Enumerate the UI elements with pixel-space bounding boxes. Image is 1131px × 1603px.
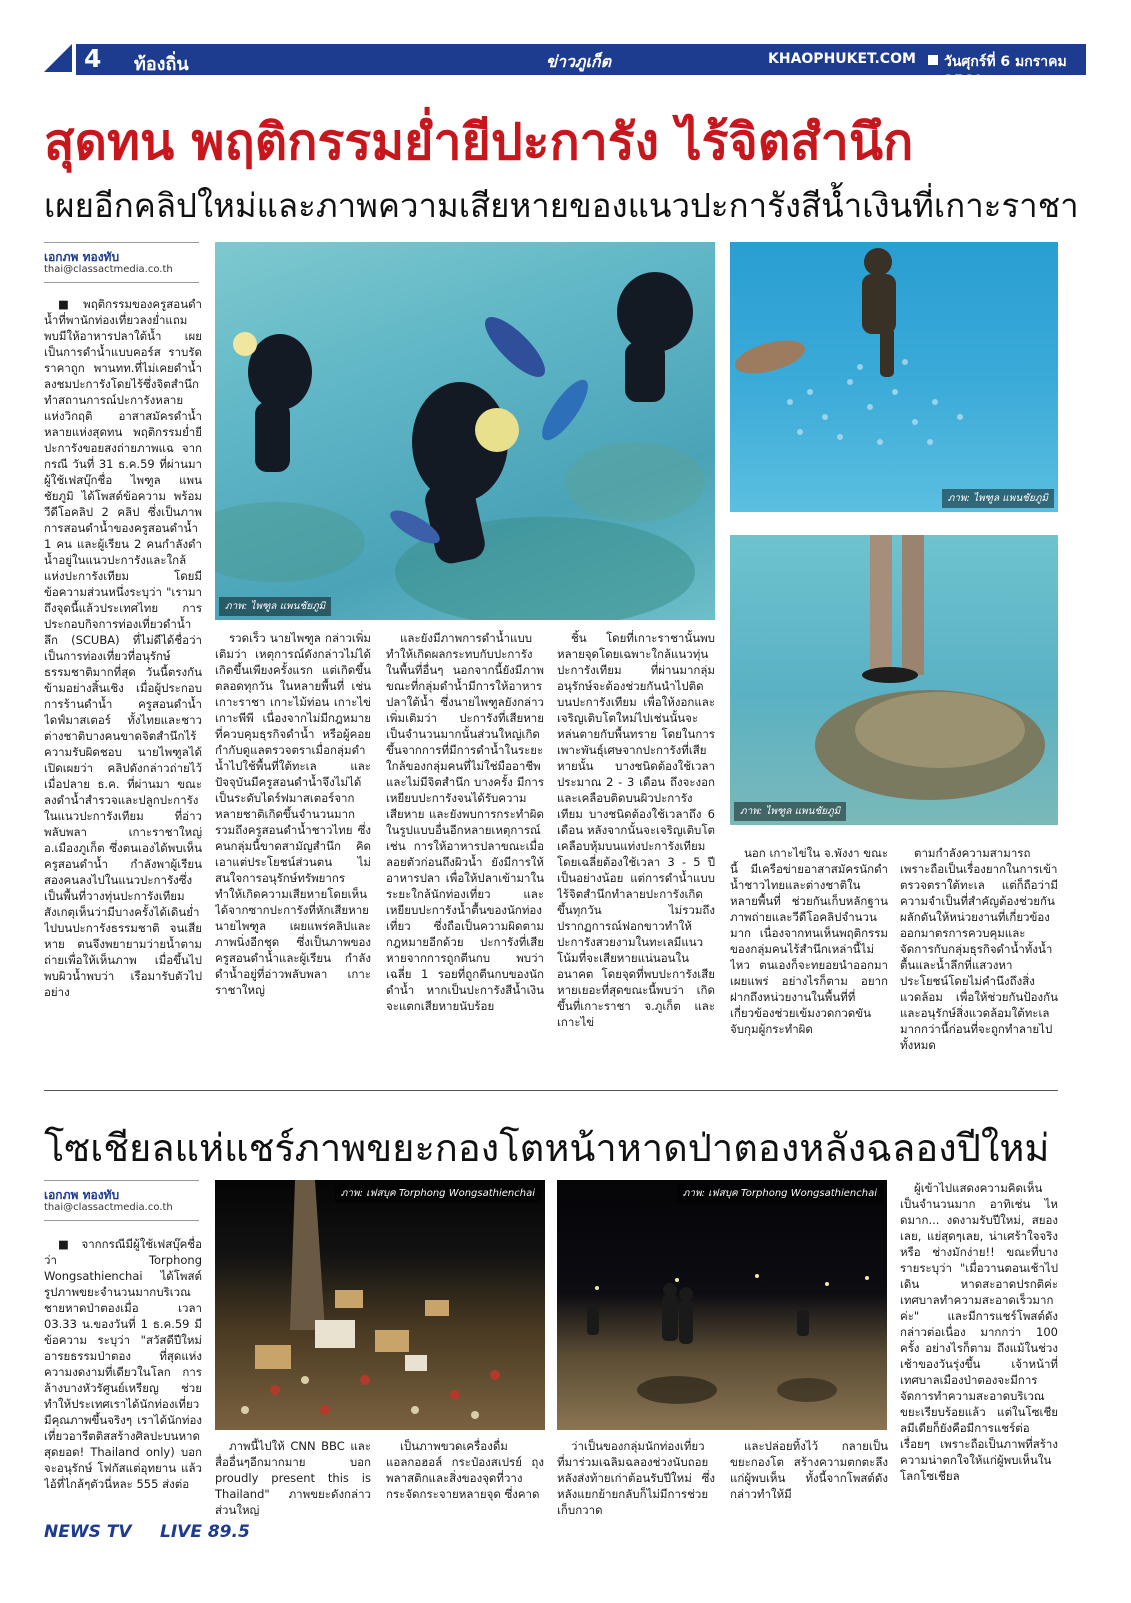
story1-photo-coral-damage (730, 535, 1058, 825)
page-number: 4 (84, 44, 102, 73)
section-title: ท้องถิ่น (134, 54, 189, 75)
story2-photo-beach-trash (215, 1180, 545, 1430)
story2-byline: เอกภพ ทองทับ (44, 1188, 120, 1202)
night-beach-illustration (557, 1180, 887, 1430)
story2-email: thai@classactmedia.co.th (44, 1202, 173, 1213)
story2-column-1: ■ จากกรณีมีผู้ใช้เฟสบุ๊คชื่อว่า Torphong Wongsathienchai ได้โพสต์รูปภาพขยะจำนวนมากบริเวณชายหาดป่าตองเมื่อ เวลา 03.33 น.ของวันที่ 1 ธ.ค.59 มีข้อความ ระบุว่า "สวัสดีปีใหม่ อารยธรรมป่าตอง ที่สุดแห่งความงดงามที่เดียวในโลก การล้างบางหัวรัศูนย์เหรียญ ช่วยทำให้ประเทศเราได้นักท่องเที่ยวมีคุณภาพขึ้นจริงๆ เราได้นักท่องเที่ยวอารีตติสสร้างศิลปะบนหาด สุดยอด! Thailand only) บอกจะอนุรักษ์ โฟกัสแต่อุทยาน แล้วไอ้ที่ไกล้ๆตัวนี่หละ 555 ส่งต่อ (44, 1237, 202, 1491)
photo-credit: ภาพ: เฟสบุค Torphong Wongsathienchai (677, 1184, 883, 1203)
story2-column-2: ภาพนี้ไปให้ CNN BBC และสื่ออื่นๆอีกมากมาย บอก proudly present this is Thailand" ภาพขยะดังกล่าว ส่วนใหญ่ (215, 1439, 371, 1516)
story2-headline: โซเชียลแห่แชร์ภาพขยะกองโตหน้าหาดป่าตองหลังฉลองปีใหม่ (44, 1126, 1050, 1170)
site-url: KHAOPHUKET.COM (768, 51, 916, 67)
story1-email: thai@classactmedia.co.th (44, 264, 173, 275)
snorkelers-illustration (730, 242, 1058, 512)
story2-column-4: ว่าเป็นของกลุ่มนักท่องเที่ยวที่มาร่วมเฉลิมฉลองช่วงนับถอยหลังส่งท้ายเก่าต้อนรับปีใหม่ ซึ่งหลังแยกย้ายกลับก็ไม่มีการช่วยเก็บกวาด (557, 1439, 715, 1516)
issue-date: วันศุกร์ที่ 6 มกราคม 2560 (944, 54, 1067, 89)
story1-column-3: และยังมีภาพการดำน้ำแบบทำให้เกิดผลกระทบกับปะการังในพื้นที่อื่นๆ นอกจากนี้ยังมีภาพขณะที่กลุ่มดำน้ำมีการให้อาหารปลาใต้น้ำ ซึ่งนายไพฑูลยังกล่าวเพิ่มเติมว่า ปะการังที่เสียหายเป็นจำนวนมากนั้นส่วนใหญ่เกิดขึ้นจากการที่มีการดำน้ำในระยะใกล้ของกลุ่มคนที่ไม่ใช่มืออาชีพ และไม่มีจิตสำนึก บางครั้ง มีการเหยียบปะการังจนได้รับความเสียหาย และยังพบการกระทำผิดในรูปแบบอื่นอีกหลายเหตุการณ์เช่น การให้อาหารปลาขณะเมื่อลอยตัวก่อนถึงผิวน้ำ ยังมีการให้อาหารปลา เพื่อให้ปลาเข้ามาในระยะใกล้นักท่องเที่ยว และเหยียบปะการังน้ำตื้นของนักท่องเที่ยว ซึ่งถือเป็นความผิดตามกฎหมายอีกด้วย ปะการังที่เสียหายจากการถูกตีนกบ พบว่าเฉลี่ย 1 รอยที่ถูกตีนกบของนักดำน้ำ หากเป็นปะการังสีน้ำเงิน จะแตกเสียหายนับร้อย (386, 631, 544, 1013)
coral-illustration (730, 535, 1058, 825)
byline-rule (44, 282, 199, 283)
separator-square-icon (928, 55, 938, 65)
corner-logo-icon (44, 44, 72, 72)
photo-credit: ภาพ: ไพฑูล แพนชัยภูมิ (942, 489, 1054, 508)
byline-rule (44, 242, 199, 243)
story1-column-5: นอก เกาะไข่ใน จ.พังงา ขณะนี้ มีเครือข่ายอาสาสมัครนักดำน้ำชาวไทยและต่างชาติในหลายพื้นที่ ช่วยกันเก็บหลักฐานภาพถ่ายและวีดีโอคลิปจำนวนมาก เนื่องจากทนเห็นพฤติกรรมของกลุ่มคนไร้สำนึกเหล่านี้ไม่ไหว ตนเองก็จะทยอยนำออกมาเผยแพร่ อย่างไรก็ตาม อยากฝากถึงหน่วยงานในพื้นที่ที่เกี่ยวข้องช่วยเข้มงวดกวดขัน จับกุมผู้กระทำผิด (730, 846, 888, 1036)
byline-rule (44, 1220, 199, 1221)
footer-logo-news-tv: NEWS TV (44, 1522, 132, 1542)
header-bar (76, 44, 1086, 89)
byline-rule (44, 1180, 199, 1181)
story1-column-6: ตามกำลังความสามารถ เพราะถือเป็นเรื่องยากในการเข้าตรวจตราใต้ทะเล แต่ก็ถือว่ามีความจำเป็นที่สำคัญต้องช่วยกันผลักดันให้หน่วยงานที่เกี่ยวข้องออกมาตรการควบคุมและจัดการกับกลุ่มธุรกิจดำน้ำทั้งน้ำตื้นและน้ำลึกที่แสวงหาประโยชน์โดยไม่คำนึงถึงสิ่งแวดล้อม เพื่อให้ช่วยกันป้องกันและอนุรักษ์สิ่งแวดล้อมใต้ทะเลมากกว่านี้ก่อนที่จะถูกทำลายไปทั้งหมด (900, 846, 1058, 1052)
photo-credit: ภาพ: ไพฑูล แพนชัยภูมิ (734, 802, 846, 821)
story1-column-2: รวดเร็ว นายไพฑูล กล่าวเพิ่มเติมว่า เหตุการณ์ดังกล่าวไม่ได้เกิดขึ้นเพียงครั้งแรก แต่เกิดขึ้นตลอดทุกวัน ในหลายพื้นที่ เช่น เกาะราชา เกาะไม้ท่อน เกาะไข่ เกาะพีพี เนื่องจากไม่มีกฎหมายที่ควบคุมธุรกิจดำน้ำ หรือผู้คอยกำกับดูแลตรวจตราเมื่อกลุ่มดำน้ำไปใช้พื้นที่ใต้ทะเล และปัจจุบันมีครูสอนดำน้ำจึงไม่ได้เป็นระดับไดร์ฟมาสเตอร์จากหลายชาติเกิดขึ้นจำนวนมาก รวมถึงครูสอนดำน้ำชาวไทย ซึ่งคนกลุ่มนี้ขาดสามัญสำนึก คิดเอาแต่ประโยชน์ส่วนตน ไม่สนใจการอนุรักษ์ทรัพยากรทำให้เกิดความเสียหายโดยเห็นได้จากซากปะการังที่หักเสียหาย นายไพฑูล เผยแพร่คลิปและภาพนิ่งอีกชุด ซึ่งเป็นภาพของครูสอนดำน้ำและผู้เรียน กำลังดำน้ำอยู่ที่อ่าวพลับพลา เกาะราชาใหญ่ (215, 631, 371, 997)
story1-photo-fish (730, 242, 1058, 512)
story1-subheadline: เผยอีกคลิปใหม่และภาพความเสียหายของแนวปะการังสีน้ำเงินที่เกาะราชา (44, 186, 1079, 225)
story1-headline: สุดทน พฤติกรรมย่ำยีปะการัง ไร้จิตสำนึก (44, 113, 914, 171)
story1-byline: เอกภพ ทองทับ (44, 250, 120, 264)
story2-column-3: เป็นภาพขวดเครื่องดื่มแอลกอฮอล์ กระป๋องสเปรย์ ถุงพลาสติกและสิ่งของจุดที่วางกระจัดกระจายหลายจุด ซึ่งคาด (386, 1439, 544, 1501)
story1-column-1: ■ พฤติกรรมของครูสอนดำน้ำที่พานักท่องเที่ยวลงย่ำแถมพบมีให้อาหารปลาใต้น้ำ เผยเป็นการดำน้ำแบบคอร์ส ราบรัดราคาถูก พานทท.ที่ไม่เคยดำน้ำ ลงชมปะการังโดยไร้ซึ่งจิตสำนึก ทำสถานการณ์ปะการังหลายแห่งวิกฤติ อาสาสมัครดำน้ำหลายแห่งสุดทน พฤติกรรมย่ำยีปะการังขอยสงถ่ายภาพแฉ จากกรณี วันที่ 31 ธ.ค.59 ที่ผ่านมาผู้ใช้เฟสบุ๊กชื่อ ไพฑูล แพนชัยภูมิ ได้โพสต์ข้อความ พร้อมวีดีโอคลิป 2 คลิป ซึ่งเป็นภาพการสอนดำน้ำของครูสอนดำน้ำ 1 คน และผู้เรียน 2 คนกำลังดำน้ำอยู่ในแนวปะการังและใกล้แห่งปะการังเทียม โดยมีข้อความส่วนหนึ่งระบุว่า "เรามาถึงจุดนี้แล้วประเทศไทย การประกอบกิจการท่องเที่ยวดำน้ำลึก (SCUBA) ที่ไม่ดีได้ชื่อว่าเป็นการท่องเที่ยวที่อนุรักษ์ธรรมชาติมากที่สุด วันนี้ตรงกันข้ามอย่างสิ้นเชิง เมื่อผู้ประกอบการร้านดำน้ำ ครูสอนดำน้ำ ไดฟ์มาสเตอร์ ทั้งไทยและชาวต่างชาติบางคนขาดจิตสำนึกไร้ความรับผิดชอบ นายไพฑูลได้เปิดเผยว่า คลิปดังกล่าวถ่ายไว้เมื่อปลาย ธ.ค. ที่ผ่านมา ขณะลงดำน้ำสำรวจและปลูกปะการังในแนวปะการังเทียม ที่อ่าวพลับพลา เกาะราชาใหญ่ อ.เมืองภูเก็ต ซึ่งตนเองได้พบเห็นครูสอนดำน้ำ กำลังพาผู้เรียนสองคนลงไปในแนวปะการังซึ่งเป็นพื้นที่วางทุ่นปะการังเทียม สังเกตุเห็นว่ามีบางครั้งได้เดินย่ำไปบนปะการังธรรมชาติ จนเสียหาย ตนจึงพยายามว่ายน้ำตามถ่ายเพื่อให้เห็นภาพ เมื่อขึ้นไปพบผิวน้ำพบว่า เรือมารับตัวไปอย่าง (44, 297, 202, 999)
beach-trash-illustration (215, 1180, 545, 1430)
story2-column-5: และปล่อยทิ้งไว้ กลายเป็นขยะกองโต สร้างความตกตะลึงแก่ผู้พบเห็น ทั้งนี้จากโพสต์ดังกล่าวทำให้มี (730, 1439, 888, 1501)
divers-illustration (215, 242, 715, 620)
masthead-logo: ข่าวภูเก็ต (546, 52, 611, 71)
story-separator (44, 1090, 1058, 1091)
photo-credit: ภาพ: เฟสบุค Torphong Wongsathienchai (335, 1184, 541, 1203)
story1-photo-divers (215, 242, 715, 620)
story2-column-6: ผู้เข้าไปแสดงความคิดเห็นเป็นจำนวนมาก อาทิเช่น ไหดมาก... งดงามรับปีใหม่, สยองเลย, แย่สุดๆเลย, น่าเศร้าใจจริง หรือ ช่างมักง่าย!! ขณะที่บางรายระบุว่า "เมื่อวานตอนเช้าไปเดิน หาดสะอาดปรกติค่ะ เทศบาลทำความสะอาดเร็วมากค่ะ" และมีการแชร์โพสต์ดังกล่าวต่อเนื่อง มากกว่า 100 ครั้ง อย่างไรก็ตาม ถึงแม้ในช่วงเช้าของวันรุ่งขึ้น เจ้าหน้าที่เทศบาลเมืองป่าตองจะมีการจัดการทำความสะอาดบริเวณขยะเรียบร้อยแล้ว แต่ในโซเชียลมีเดียก็ยังคือมีการแชร์ต่อเรื่อยๆ เพราะถือเป็นภาพที่สร้างความน่าตกใจให้แก่ผู้พบเห็นในโลกโซเชียล (900, 1181, 1058, 1483)
footer-logo-live-radio: LIVE 89.5 (160, 1522, 250, 1542)
photo-credit: ภาพ: ไพฑูล แพนชัยภูมิ (219, 597, 331, 616)
story2-photo-night-beach (557, 1180, 887, 1430)
story1-column-4: ชิ้น โดยที่เกาะราชานั้นพบหลายจุดโดยเฉพาะใกล้แนวทุ่นปะการังเทียม ที่ผ่านมากลุ่มอนุรักษ์จะต้องช่วยกันนำไปติดบนปะการังเทียม เพื่อให้งอกและเจริญเติบโตใหม่ไปเช่นนั้นจะหล่นตายกับพื้นทราย โดยในการเพาะพันธุ์เศษจากปะการังที่เสียหายนั้น บางชนิดต้องใช้เวลาประมาณ 2 - 3 เดือน ถึงจะงอกและเคลือบติดบนผิวปะการังเทียม บางชนิดต้องใช้เวลาถึง 6 เดือน หลังจากนั้นจะเจริญเติบโตเคลือบหุ้มบนแท่งปะการังเทียม โดยเฉลี่ยต้องใช้เวลา 3 - 5 ปีเป็นอย่างน้อย แต่การดำน้ำแบบไร้จิตสำนึกทำลายปะการังเกิดขึ้นทุกวัน ไม่รวมถึงปรากฏการณ์ฟอกขาวทำให้ปะการังสวยงามในทะเลมีแนวโน้มที่จะเสียหายแน่นอนในอนาคต โดยจุดที่พบปะการังเสียหายเยอะที่สุดขณะนี้พบว่า เกิดขึ้นที่เกาะราชา จ.ภูเก็ต และเกาะไข่ (557, 631, 715, 1029)
